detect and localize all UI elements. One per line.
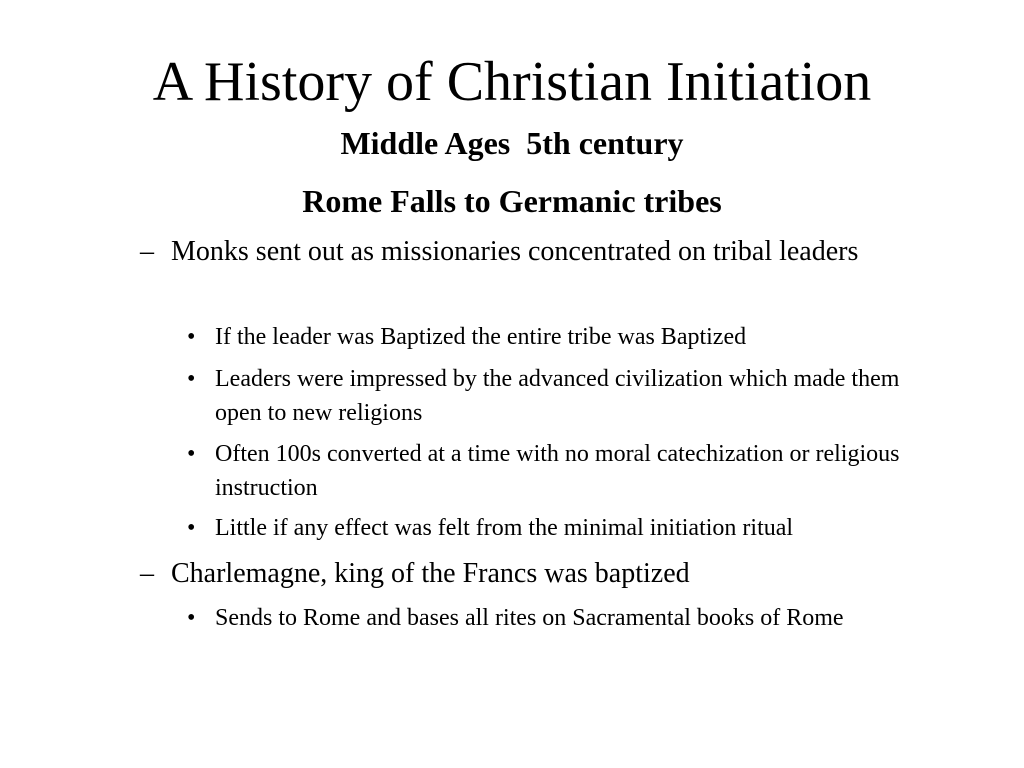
- dash-marker: –: [140, 558, 154, 589]
- slide-subtitle-era: Middle Ages 5th century: [340, 125, 684, 161]
- bullet-item-text: Little if any effect was felt from the minimal initiation ritual: [215, 515, 794, 541]
- bullet-item-text: Sends to Rome and bases all rites on Sacramental books of Rome: [215, 605, 844, 631]
- dash-item-text: Monks sent out as missionaries concentrated on tribal leaders: [171, 236, 859, 267]
- bullet-marker: •: [187, 515, 196, 541]
- bullet-marker: •: [187, 366, 196, 392]
- dash-marker: –: [140, 236, 154, 267]
- bullet-item-text: Often 100s converted at a time with no moral catechization or religious instruction: [215, 441, 900, 501]
- bullet-item-text: If the leader was Baptized the entire tribe was Baptized: [215, 324, 747, 350]
- bullet-marker: •: [187, 441, 196, 467]
- bullet-item-text: Leaders were impressed by the advanced civilization which made them open to new religions: [215, 366, 900, 426]
- slide-title: A History of Christian Initiation: [152, 51, 872, 113]
- slide-subtitle-event: Rome Falls to Germanic tribes: [302, 183, 722, 219]
- bullet-marker: •: [187, 605, 196, 631]
- bullet-marker: •: [187, 324, 196, 350]
- dash-item-text: Charlemagne, king of the Francs was baptized: [171, 558, 690, 589]
